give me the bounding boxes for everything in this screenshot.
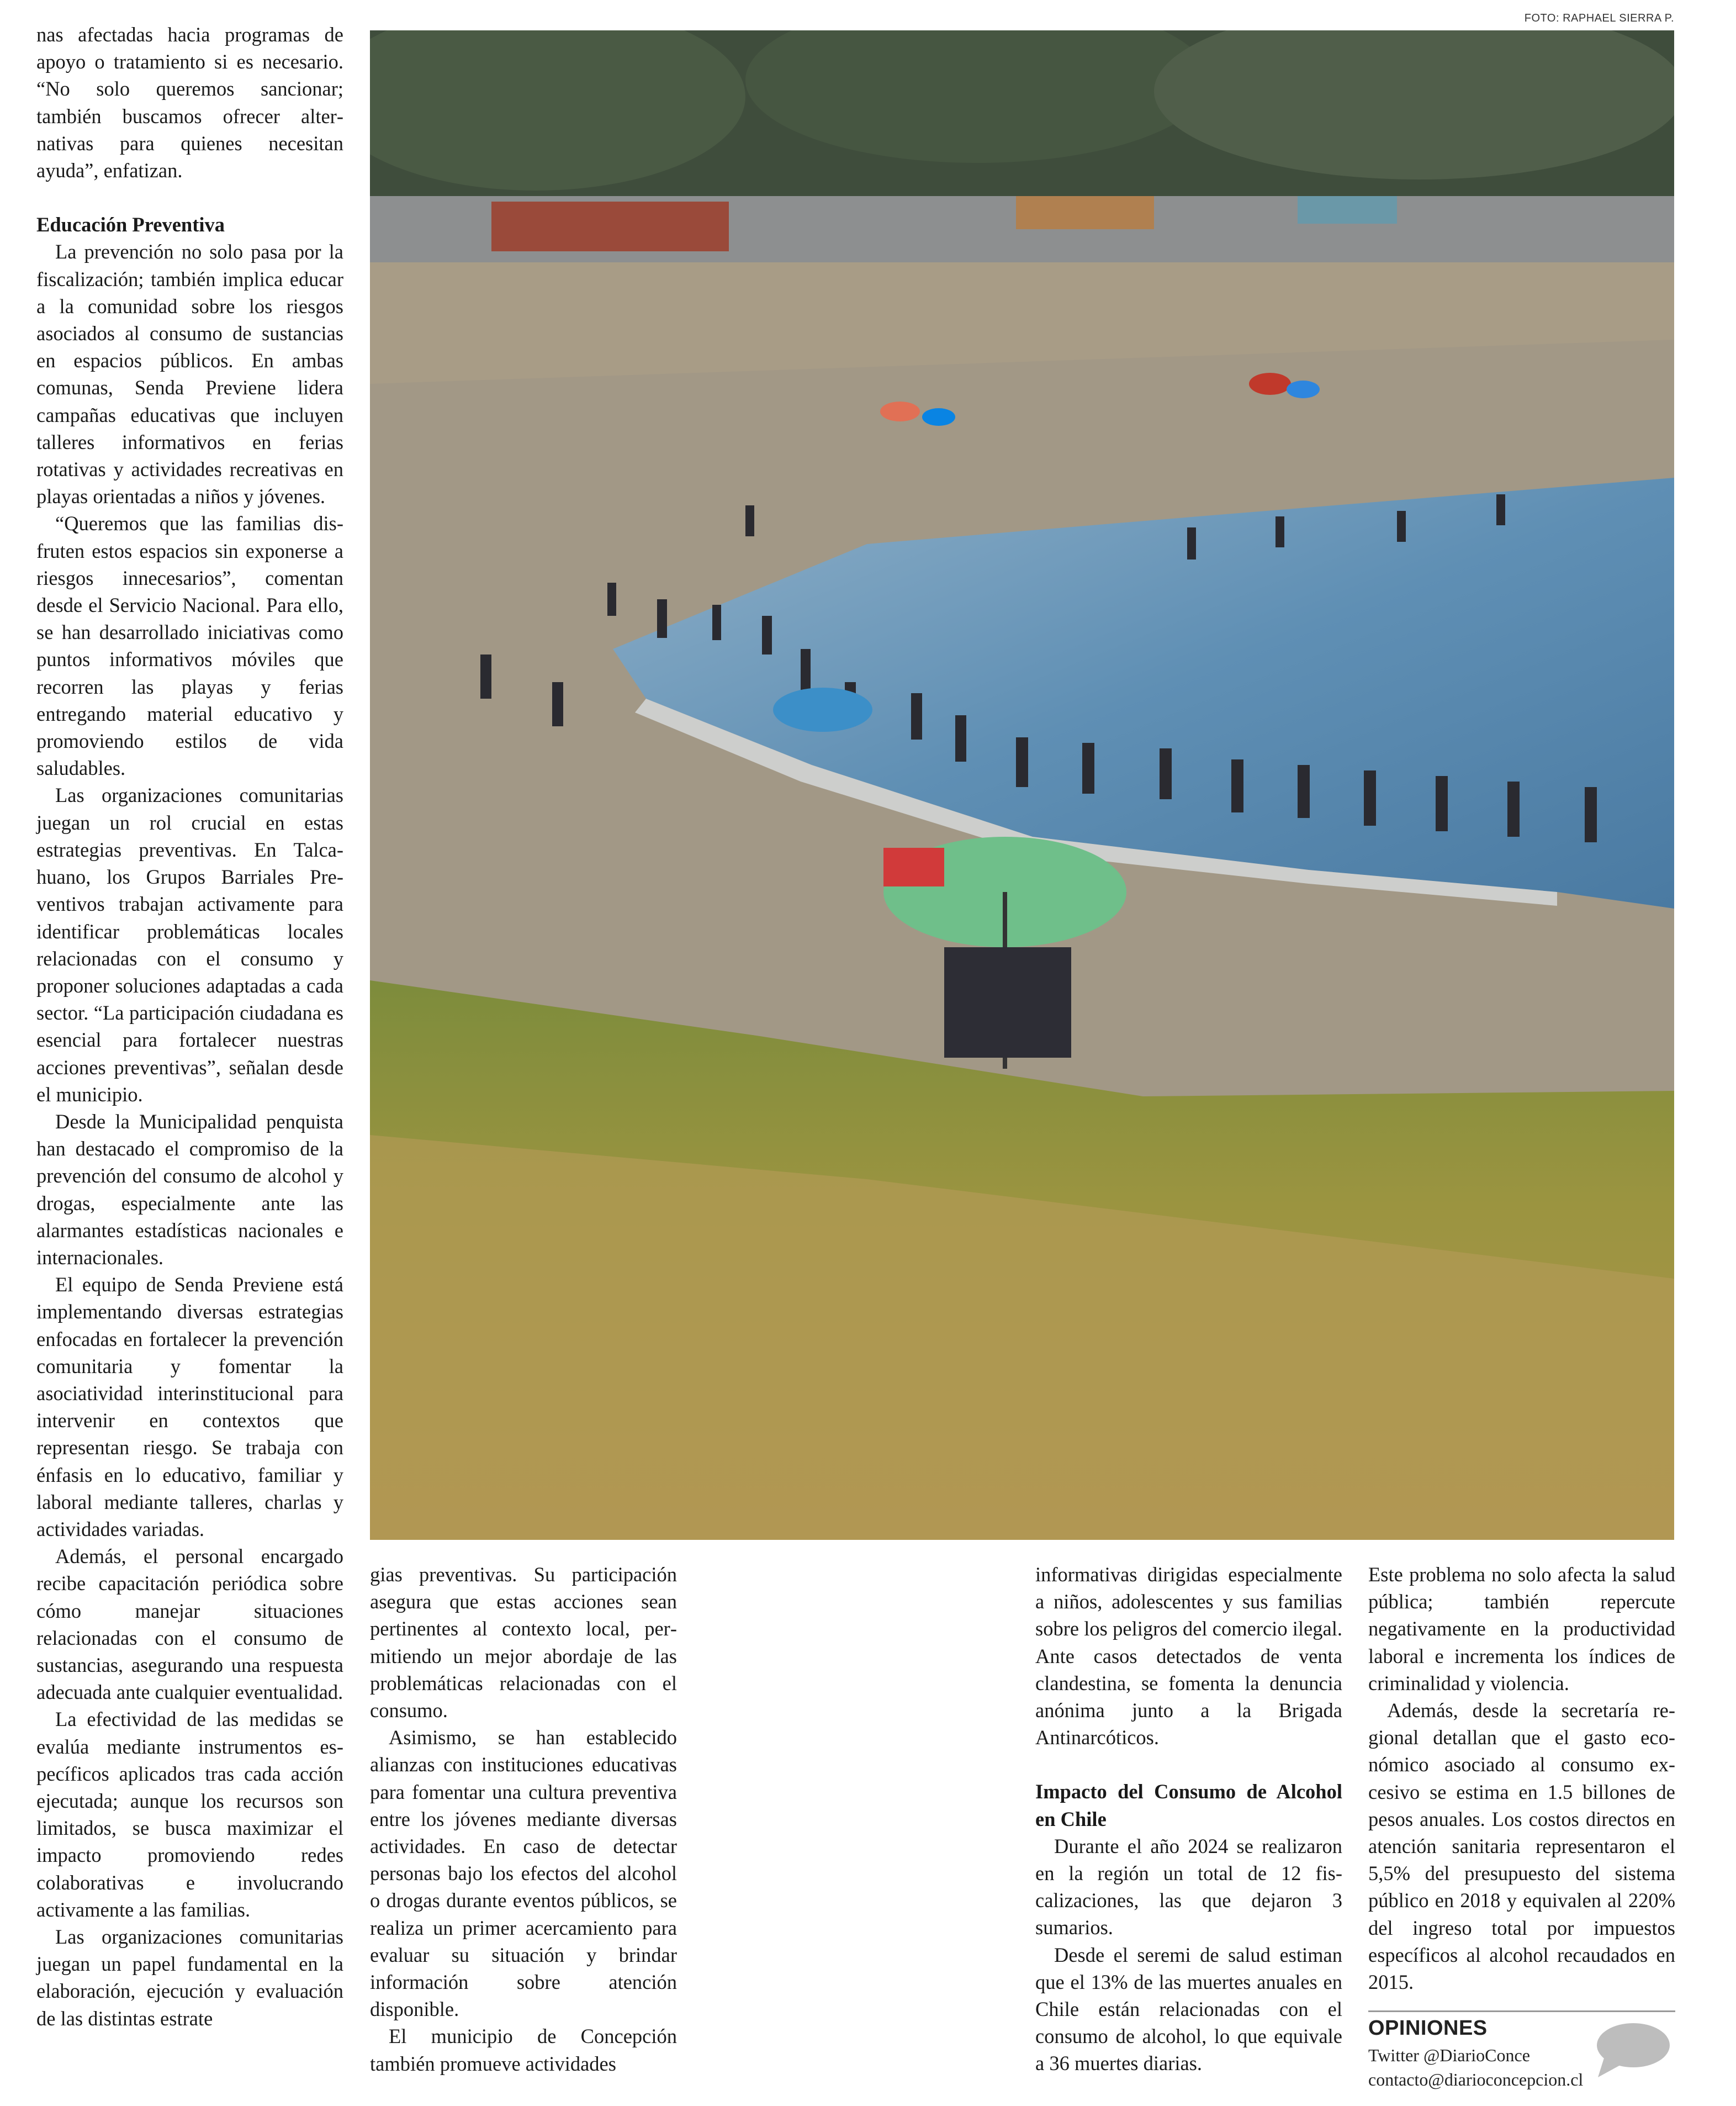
paragraph: La efectividad de las medidas se evalúa mediante instrumentos específicos aplicados tras cada acción ejecutada; aunque los recursos son limitados, se busca maximizar el impacto promoviendo redes colaborativas e involucrando activamente a las familias. [36,1708,343,1921]
paragraph: nas afectadas hacia programas de apoyo o tratamiento si es necesario. “No solo queremos sancionar; también buscamos ofrecer alternativas para quienes necesitan ayuda”, enfatizan. [36,23,343,182]
paragraph: informativas dirigidas especialmente a niños, adolescentes y sus familias sobre los peligros del comercio ilegal. Ante casos detectados de venta clandestina, se fomenta la denuncia anónima junto a la Brigada Antinarcóticos. [1035,1563,1342,1749]
paragraph: Las organizaciones comunitarias juegan un papel fundamental en la elaboración, ejecución y evaluación de las distintas estrate [36,1925,343,2030]
beach-photo [370,30,1674,1540]
paragraph: El equipo de Senda Previene está implementando diversas estrategias enfocadas en fortalecer la prevención comunitaria y fomentar la asociatividad interinstitucional para intervenir en contextos que representan riesgo. Se trabaja con énfasis en lo educativo, familiar y laboral mediante talleres, charlas y actividades variadas. [36,1273,343,1540]
article-column-4 [1368,1561,1675,1996]
paragraph: Además, desde la secretaría regional detallan que el gasto económico asociado al consumo excesivo se estima en 1.5 billones de pesos anuales. Los costos directos en atención sanitaria representaron el 5,5% del presupuesto del sistema público en 2018 y equivalen al 220% del ingreso total por impuestos específicos al alcohol recaudados en 2015. [1368,1699,1675,1994]
opinions-title: OPINIONES [1368,2017,1488,2040]
paragraph: “Queremos que las familias disfruten estos espacios sin exponerse a riesgos innecesarios”, comentan desde el Servicio Nacional. Para ello, se han desarrollado iniciativas como puntos informativos móviles que recorren las playas y ferias entregando material educativo y promoviendo estilos de vida saludables. [36,512,343,780]
paragraph: Las organizaciones comunitarias juegan un rol crucial en estas estrategias preventivas. En Talcahuano, los Grupos Barriales Preventivos trabajan activamente para identificar problemáticas locales relacionadas con el consumo y proponer soluciones adaptadas a cada sector. “La participación ciudadana es esencial para fortalecer nuestras acciones preventivas”, señalan desde el municipio. [36,784,343,1106]
paragraph: El municipio de Concepción también promueve actividades [370,2025,677,2075]
article-column-3 [1035,1561,1342,2077]
paragraph: gias preventivas. Su participación asegura que estas acciones sean pertinentes al contexto local, permitiendo un mejor abordaje de las problemáticas relacionadas con el consumo. [370,1563,677,1722]
paragraph: Durante el año 2024 se realizaron en la región un total de 12 fiscalizaciones, las que dejaron 3 sumarios. [1035,1834,1342,1939]
paragraph: Desde la Municipalidad penquista han destacado el compromiso de la prevención del consumo de alcohol y drogas, especialmente ante las alarmantes estadísticas nacionales e internacionales. [36,1110,343,1269]
paragraph: Asimismo, se han establecido alianzas con instituciones educativas para fomentar una cultura preventiva entre los jóvenes mediante diversas actividades. En caso de detectar personas bajo los efectos del alcohol o drogas durante eventos públicos, se realiza un primer acercamiento para evaluar su situación y brindar información sobre atención disponible. [370,1726,677,2021]
photo-credit: FOTO: RAPHAEL SIERRA P. [1524,12,1674,24]
paragraph: La prevención no solo pasa por la fiscalización; también implica educar a la comunidad sobre los riesgos asociados al consumo de sustancias en espacios públicos. En ambas comunas, Senda Previene lidera campañas educativas que incluyen talleres informativos en ferias rotativas y actividades recreativas en playas orientadas a niños y jóvenes. [36,240,343,508]
chat-bubble-icon [1594,2020,1671,2081]
article-column-1 [36,21,343,2032]
article-column-2 [370,1561,677,2077]
opinions-box [1368,2010,1675,2100]
subheading-educacion-preventiva: Educación Preventiva [36,213,225,236]
twitter-handle[interactable]: Twitter @DiarioConce [1368,2045,1530,2065]
paragraph: Además, el personal encargado recibe capacitación periódica sobre cómo manejar situaciones relacionadas con el consumo de sustancias, asegurando una respuesta adecuada ante cualquier eventualidad. [36,1545,343,1704]
contact-email[interactable]: contacto@diarioconcepcion.cl [1368,2070,1584,2089]
paragraph: Este problema no solo afecta la salud pública; también repercute negativamente en la productividad laboral e incrementa los índices de criminalidad y violencia. [1368,1563,1675,1695]
subheading-impacto-alcohol: Impacto del Consumo de Alcohol en Chile [1035,1780,1342,1830]
paragraph: Desde el seremi de salud estiman que el 13% de las muertes anuales en Chile están relacionadas con el consumo de alcohol, lo que equivale a 36 muertes diarias. [1035,1943,1342,2075]
